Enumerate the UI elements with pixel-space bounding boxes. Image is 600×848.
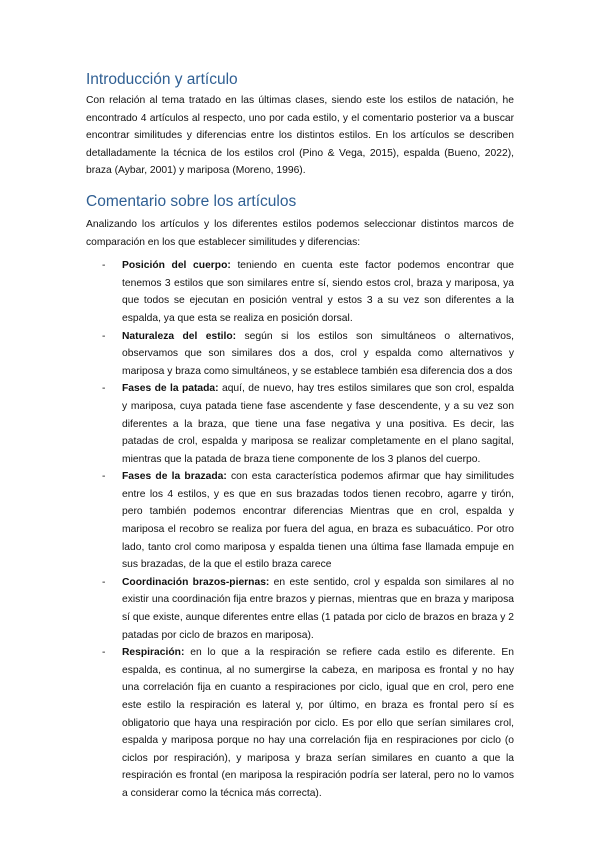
item-text: aquí, de nuevo, hay tres estilos similares que son crol, espalda y mariposa, cuya patada tiene fase ascendente y fase descendente, y a su vez son diferentes a la braza, que tiene una fase negativa y una positiva. Es decir, las patadas de crol, espalda y mariposa se realizar completamente en el plano sagital, mientras que la patada de braza tiene componente de los 3 planos del cuerpo.: [122, 383, 515, 465]
section-comentario: [86, 192, 514, 803]
dash-bullet: -: [102, 260, 106, 272]
list-item-coordinacion: [86, 574, 514, 644]
section-heading: Introducción y artículo: [86, 71, 238, 88]
item-term: Naturaleza del estilo:: [122, 330, 237, 342]
item-text: con esta característica podemos afirmar que hay similitudes entre los 4 estilos, y es que en sus brazadas todos tienen recobro, agarre y tirón, pero también podemos encontrar diferencias Mientras que en crol, espalda y mariposa el recobro se realiza por fuera del agua, en braza es subacuático. Por otro lado, tanto crol como mariposa y espalda tienen una última fase llamada empuje en sus brazadas, de la que el estilo braza carece: [122, 471, 514, 571]
dash-bullet: -: [102, 576, 106, 588]
section-heading: Comentario sobre los artículos: [86, 192, 297, 210]
item-text: según si los estilos son simultáneos o alternativos, observamos que son similares dos a dos, crol y espalda como alternativos y mariposa y braza como simultáneos, y se establece también esa diferencia dos a dos: [122, 330, 515, 377]
dash-bullet: -: [102, 383, 106, 395]
list-item-naturaleza: [86, 328, 514, 381]
item-term: Respiración:: [122, 647, 185, 659]
item-term: Posición del cuerpo:: [122, 260, 231, 272]
intro-paragraph: Con relación al tema tratado en las últimas clases, siendo este los estilos de natación, he encontrado 4 artículos al respecto, uno por cada estilo, y el comentario posterior va a buscar encontrar similitudes y diferencias entre los distintos estilos. En los artículos se describen detalladamente la técnica de los estilos crol (Pino & Vega, 2015), espalda (Bueno, 2022), braza (Aybar, 2001) y mariposa (Moreno, 1996).: [86, 95, 514, 177]
dash-bullet: -: [102, 647, 106, 659]
comentario-paragraph: Analizando los artículos y los diferentes estilos podemos seleccionar distintos marcos de comparación en los que establecer similitudes y diferencias:: [86, 218, 514, 248]
dash-bullet: -: [102, 330, 106, 342]
section-introduccion: [86, 70, 514, 180]
list-item-brazada: [86, 468, 514, 574]
list-item-respiracion: [86, 644, 514, 802]
item-text: teniendo en cuenta este factor podemos encontrar que tenemos 3 estilos que son similares entre sí, siendo estos crol, braza y mariposa, ya que todos se ejecutan en posición ventral y estos 3 a su vez son diferentes a la espalda, ya que esta se realiza en posición dorsal.: [122, 260, 514, 324]
item-term: Fases de la brazada:: [122, 471, 227, 483]
list-item-patada: [86, 380, 514, 468]
item-term: Coordinación brazos-piernas:: [122, 576, 270, 588]
item-text: en este sentido, crol y espalda son similares al no existir una coordinación fija entre brazos y piernas, mientras que en braza y mariposa sí que existe, aunque diferentes entre ellas (1 patada por ciclo de brazos en braza y 2 patadas por ciclo de brazos en mariposa).: [122, 576, 514, 641]
item-text: en lo que a la respiración se refiere cada estilo es diferente. En espalda, es continua, al no sumergirse la cabeza, en mariposa es frontal y no hay una correlación fija en cuanto a respiraciones por ciclo, igual que en crol, pero ene este estilo la respiración es lateral y, por último, en braza es frontal pero sí es obligatorio que haya una respiración por ciclo. Es por ello que serían similares crol, espalda y mariposa porque no hay una correlación fija en respiraciones por ciclo (o ciclos por respiración), y mariposa y braza serían similares en cuanto a que la respiración es frontal (en mariposa la respiración podría ser lateral, pero no lo vamos a considerar como la técnica más correcta).: [122, 647, 514, 799]
dash-bullet: -: [102, 471, 106, 483]
comparison-list: [86, 257, 514, 802]
item-term: Fases de la patada:: [122, 383, 219, 395]
list-item-posicion: [86, 257, 514, 327]
